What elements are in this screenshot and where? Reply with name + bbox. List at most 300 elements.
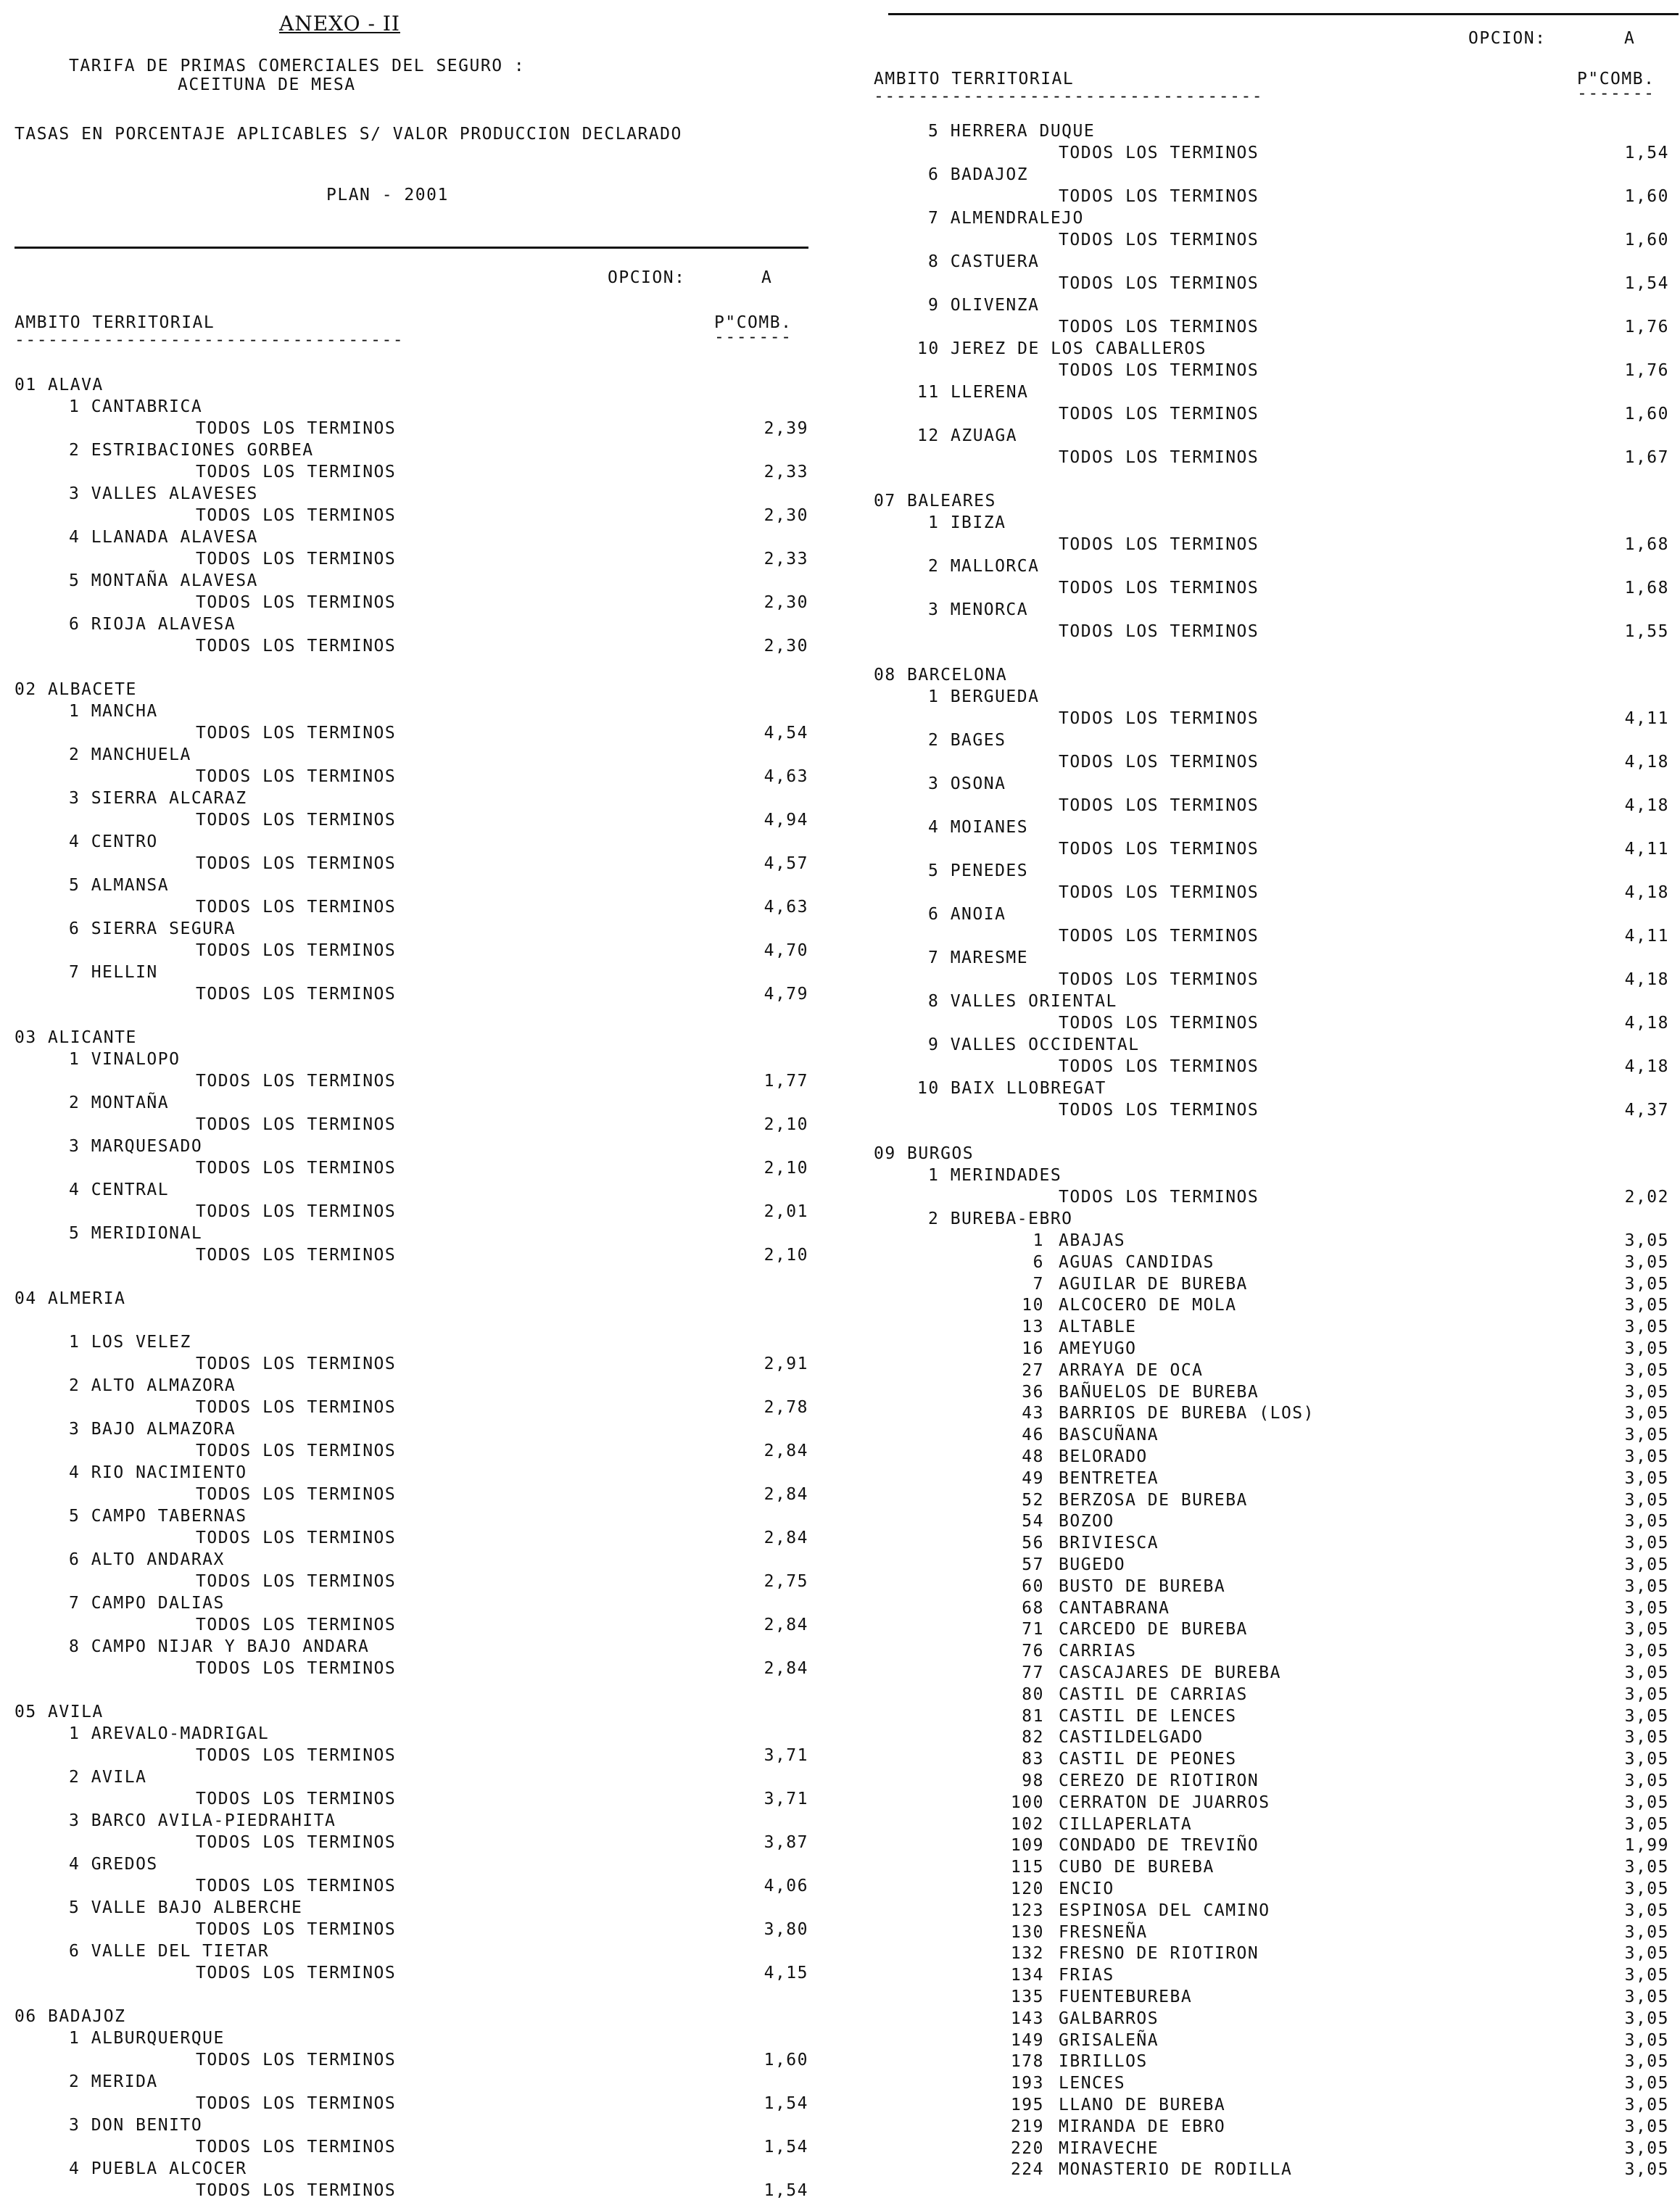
- term-label: TODOS LOS TERMINOS: [1059, 753, 1259, 772]
- comarca-name: 5 MONTAÑA ALAVESA: [69, 571, 258, 590]
- rate-value: 2,91: [764, 1355, 808, 1373]
- municipio-name: CASTIL DE CARRIAS: [1059, 1685, 1248, 1704]
- rate-value: 1,60: [764, 2051, 808, 2069]
- rate-value: 3,05: [1624, 1361, 1669, 1380]
- rate-value: 3,05: [1624, 1447, 1669, 1466]
- term-label: TODOS LOS TERMINOS: [1059, 579, 1259, 597]
- rate-value: 4,70: [764, 941, 808, 960]
- province-heading: 05 AVILA: [15, 1703, 104, 1721]
- rate-value: 3,05: [1624, 1253, 1669, 1272]
- rate-value: 3,05: [1624, 1793, 1669, 1812]
- term-label: TODOS LOS TERMINOS: [196, 1833, 397, 1852]
- municipio-code: 80: [1022, 1685, 1044, 1704]
- rate-value: 3,05: [1624, 2009, 1669, 2028]
- term-label: TODOS LOS TERMINOS: [1059, 1101, 1259, 1120]
- municipio-code: 13: [1022, 1318, 1044, 1336]
- province-heading: 03 ALICANTE: [15, 1028, 137, 1047]
- rate-value: 4,63: [764, 898, 808, 917]
- municipio-code: 219: [1010, 2117, 1044, 2136]
- rate-value: 4,18: [1624, 1014, 1669, 1033]
- rate-value: 3,05: [1624, 1642, 1669, 1661]
- municipio-code: 195: [1010, 2096, 1044, 2114]
- municipio-name: BARRIOS DE BUREBA (LOS): [1059, 1404, 1315, 1423]
- municipio-code: 46: [1022, 1426, 1044, 1444]
- comarca-name: 6 VALLE DEL TIETAR: [69, 1942, 270, 1961]
- rate-value: 1,68: [1624, 535, 1669, 554]
- term-label: TODOS LOS TERMINOS: [1059, 274, 1259, 293]
- rate-value: 2,02: [1624, 1188, 1669, 1207]
- term-label: TODOS LOS TERMINOS: [196, 2094, 397, 2113]
- rate-value: 3,05: [1624, 1339, 1669, 1358]
- rate-value: 3,05: [1624, 1685, 1669, 1704]
- term-label: TODOS LOS TERMINOS: [196, 1920, 397, 1939]
- rate-value: 4,18: [1624, 970, 1669, 989]
- rate-value: 3,05: [1624, 2117, 1669, 2136]
- comarca-name: 1 MERINDADES: [928, 1166, 1062, 1185]
- rate-value: 4,94: [764, 811, 808, 830]
- comarca-name: 2 MANCHUELA: [69, 745, 191, 764]
- rate-value: 3,05: [1624, 1728, 1669, 1747]
- municipio-code: 56: [1022, 1534, 1044, 1552]
- comarca-name: 2 MALLORCA: [928, 557, 1040, 576]
- right-top-rule: [888, 13, 1679, 15]
- comarca-name: 11 LLERENA: [917, 383, 1029, 402]
- municipio-code: 60: [1022, 1577, 1044, 1596]
- comarca-name: 5 ALMANSA: [69, 876, 170, 895]
- pcomb-header-right: P"COMB.: [1577, 70, 1655, 88]
- municipio-name: MONASTERIO DE RODILLA: [1059, 2160, 1293, 2179]
- term-label: TODOS LOS TERMINOS: [1059, 1057, 1259, 1076]
- comarca-name: 3 OSONA: [928, 774, 1006, 793]
- comarca-name: 2 MERIDA: [69, 2072, 158, 2091]
- municipio-code: 102: [1010, 1815, 1044, 1834]
- municipio-name: IBRILLOS: [1059, 2052, 1148, 2071]
- comarca-name: 4 PUEBLA ALCOCER: [69, 2159, 247, 2178]
- rate-value: 3,05: [1624, 2031, 1669, 2050]
- comarca-name: 7 CAMPO DALIAS: [69, 1594, 225, 1613]
- municipio-name: FRESNO DE RIOTIRON: [1059, 1944, 1259, 1963]
- term-label: TODOS LOS TERMINOS: [196, 2051, 397, 2069]
- rate-value: 3,05: [1624, 1944, 1669, 1963]
- municipio-name: ARRAYA DE OCA: [1059, 1361, 1204, 1380]
- rate-value: 3,05: [1624, 1231, 1669, 1250]
- municipio-code: 143: [1010, 2009, 1044, 2028]
- rate-value: 4,11: [1624, 840, 1669, 859]
- rate-value: 2,84: [764, 1659, 808, 1678]
- term-label: TODOS LOS TERMINOS: [196, 1398, 397, 1417]
- municipio-name: CANTABRANA: [1059, 1599, 1170, 1618]
- rate-value: 3,05: [1624, 2096, 1669, 2114]
- municipio-name: BASCUÑANA: [1059, 1426, 1159, 1444]
- rate-value: 3,05: [1624, 1404, 1669, 1423]
- term-label: TODOS LOS TERMINOS: [1059, 405, 1259, 423]
- term-label: TODOS LOS TERMINOS: [196, 637, 397, 656]
- term-label: TODOS LOS TERMINOS: [196, 419, 397, 438]
- rate-value: 1,68: [1624, 579, 1669, 597]
- rate-value: 3,05: [1624, 2052, 1669, 2071]
- rate-value: 3,05: [1624, 1663, 1669, 1682]
- municipio-name: FRESNEÑA: [1059, 1923, 1148, 1942]
- municipio-code: 132: [1010, 1944, 1044, 1963]
- municipio-code: 43: [1022, 1404, 1044, 1423]
- comarca-name: 6 RIOJA ALAVESA: [69, 615, 236, 634]
- municipio-name: ALTABLE: [1059, 1318, 1137, 1336]
- rate-value: 3,05: [1624, 1620, 1669, 1639]
- term-label: TODOS LOS TERMINOS: [1059, 144, 1259, 162]
- rate-value: 3,05: [1624, 1491, 1669, 1510]
- municipio-name: BOZOO: [1059, 1512, 1114, 1531]
- comarca-name: 10 JEREZ DE LOS CABALLEROS: [917, 339, 1207, 358]
- municipio-name: CASTIL DE PEONES: [1059, 1750, 1237, 1769]
- municipio-name: CARCEDO DE BUREBA: [1059, 1620, 1248, 1639]
- rate-value: 3,05: [1624, 1707, 1669, 1726]
- comarca-name: 4 MOIANES: [928, 818, 1029, 837]
- rate-value: 2,30: [764, 637, 808, 656]
- rate-value: 1,76: [1624, 318, 1669, 336]
- municipio-name: BERZOSA DE BUREBA: [1059, 1491, 1248, 1510]
- rate-value: 3,05: [1624, 1426, 1669, 1444]
- rate-value: 1,54: [764, 2094, 808, 2113]
- comarca-name: 8 CAMPO NIJAR Y BAJO ANDARA: [69, 1637, 370, 1656]
- comarca-name: 9 OLIVENZA: [928, 296, 1040, 315]
- municipio-name: LLANO DE BUREBA: [1059, 2096, 1226, 2114]
- term-label: TODOS LOS TERMINOS: [196, 854, 397, 873]
- rate-value: 1,76: [1624, 361, 1669, 380]
- municipio-name: GALBARROS: [1059, 2009, 1159, 2028]
- pcomb-underline-right: -------: [1577, 84, 1655, 103]
- municipio-code: 77: [1022, 1663, 1044, 1682]
- municipio-name: BAÑUELOS DE BUREBA: [1059, 1383, 1259, 1402]
- municipio-code: 83: [1022, 1750, 1044, 1769]
- municipio-code: 98: [1022, 1771, 1044, 1790]
- municipio-code: 120: [1010, 1879, 1044, 1898]
- municipio-code: 7: [1033, 1275, 1044, 1294]
- municipio-code: 130: [1010, 1923, 1044, 1942]
- municipio-name: BUGEDO: [1059, 1555, 1126, 1574]
- municipio-name: FRIAS: [1059, 1966, 1114, 1985]
- rate-value: 3,05: [1624, 1555, 1669, 1574]
- term-label: TODOS LOS TERMINOS: [1059, 1014, 1259, 1033]
- rate-value: 1,54: [764, 2181, 808, 2200]
- comarca-name: 10 BAIX LLOBREGAT: [917, 1079, 1106, 1098]
- rate-value: 3,05: [1624, 1966, 1669, 1985]
- ambito-underline: -----------------------------------: [15, 331, 405, 350]
- term-label: TODOS LOS TERMINOS: [196, 1159, 397, 1178]
- term-label: TODOS LOS TERMINOS: [196, 1246, 397, 1265]
- term-label: TODOS LOS TERMINOS: [1059, 535, 1259, 554]
- rate-value: 3,05: [1624, 1858, 1669, 1877]
- term-label: TODOS LOS TERMINOS: [196, 1202, 397, 1221]
- municipio-code: 109: [1010, 1836, 1044, 1855]
- rate-value: 2,33: [764, 550, 808, 568]
- term-label: TODOS LOS TERMINOS: [196, 767, 397, 786]
- rate-value: 3,05: [1624, 1988, 1669, 2006]
- rate-value: 3,05: [1624, 1879, 1669, 1898]
- comarca-name: 3 MARQUESADO: [69, 1137, 203, 1156]
- municipio-name: CUBO DE BUREBA: [1059, 1858, 1215, 1877]
- rate-value: 3,05: [1624, 1512, 1669, 1531]
- rate-value: 2,30: [764, 506, 808, 525]
- municipio-code: 49: [1022, 1469, 1044, 1488]
- title-line-1: TARIFA DE PRIMAS COMERCIALES DEL SEGURO :: [69, 57, 526, 75]
- comarca-name: 3 MENORCA: [928, 600, 1029, 619]
- rate-value: 4,18: [1624, 796, 1669, 815]
- municipio-code: 76: [1022, 1642, 1044, 1661]
- rate-value: 4,18: [1624, 1057, 1669, 1076]
- ambito-underline-right: -----------------------------------: [874, 87, 1264, 106]
- term-label: TODOS LOS TERMINOS: [196, 985, 397, 1004]
- comarca-name: 12 AZUAGA: [917, 426, 1018, 445]
- municipio-code: 220: [1010, 2139, 1044, 2158]
- municipio-code: 27: [1022, 1361, 1044, 1380]
- rate-value: 1,55: [1624, 622, 1669, 641]
- term-label: TODOS LOS TERMINOS: [1059, 1188, 1259, 1207]
- municipio-name: CONDADO DE TREVIÑO: [1059, 1836, 1259, 1855]
- municipio-name: AGUAS CANDIDAS: [1059, 1253, 1215, 1272]
- province-heading: 09 BURGOS: [874, 1144, 975, 1163]
- comarca-name: 7 HELLIN: [69, 963, 158, 982]
- comarca-name: 1 ALBURQUERQUE: [69, 2029, 225, 2048]
- municipio-code: 57: [1022, 1555, 1044, 1574]
- municipio-code: 193: [1010, 2074, 1044, 2093]
- term-label: TODOS LOS TERMINOS: [196, 1964, 397, 1982]
- comarca-name: 3 BAJO ALMAZORA: [69, 1420, 236, 1439]
- municipio-name: BRIVIESCA: [1059, 1534, 1159, 1552]
- municipio-name: ESPINOSA DEL CAMINO: [1059, 1901, 1270, 1920]
- comarca-name: 1 BERGUEDA: [928, 687, 1040, 706]
- municipio-name: CILLAPERLATA: [1059, 1815, 1193, 1834]
- municipio-name: BUSTO DE BUREBA: [1059, 1577, 1226, 1596]
- rate-value: 4,18: [1624, 753, 1669, 772]
- municipio-name: GRISALEÑA: [1059, 2031, 1159, 2050]
- rate-value: 1,77: [764, 1072, 808, 1091]
- opcion-label-right: OPCION:: [1468, 29, 1547, 48]
- rate-value: 3,05: [1624, 1296, 1669, 1315]
- rate-value: 3,05: [1624, 1771, 1669, 1790]
- municipio-code: 54: [1022, 1512, 1044, 1531]
- comarca-name: 5 MERIDIONAL: [69, 1224, 203, 1243]
- term-label: TODOS LOS TERMINOS: [196, 724, 397, 743]
- ambito-header-right: AMBITO TERRITORIAL: [874, 70, 1075, 88]
- municipio-code: 82: [1022, 1728, 1044, 1747]
- header-rule: [15, 247, 808, 249]
- municipio-name: BELORADO: [1059, 1447, 1148, 1466]
- annex-title: ANEXO - II: [279, 12, 400, 36]
- rate-value: 2,30: [764, 593, 808, 612]
- comarca-name: 2 BAGES: [928, 731, 1006, 750]
- term-label: TODOS LOS TERMINOS: [1059, 318, 1259, 336]
- pcomb-header: P"COMB.: [714, 313, 793, 332]
- comarca-name: 7 ALMENDRALEJO: [928, 209, 1084, 228]
- rate-value: 3,05: [1624, 1815, 1669, 1834]
- rate-value: 4,11: [1624, 927, 1669, 946]
- rate-value: 4,79: [764, 985, 808, 1004]
- comarca-name: 1 VINALOPO: [69, 1050, 181, 1069]
- municipio-name: CEREZO DE RIOTIRON: [1059, 1771, 1259, 1790]
- rate-value: 3,05: [1624, 1383, 1669, 1402]
- rate-value: 4,57: [764, 854, 808, 873]
- rate-value: 2,78: [764, 1398, 808, 1417]
- municipio-code: 149: [1010, 2031, 1044, 2050]
- term-label: TODOS LOS TERMINOS: [196, 1355, 397, 1373]
- rate-value: 3,05: [1624, 1469, 1669, 1488]
- comarca-name: 2 BUREBA-EBRO: [928, 1209, 1073, 1228]
- municipio-name: CERRATON DE JUARROS: [1059, 1793, 1270, 1812]
- municipio-name: CASTIL DE LENCES: [1059, 1707, 1237, 1726]
- rate-value: 1,99: [1624, 1836, 1669, 1855]
- municipio-name: AGUILAR DE BUREBA: [1059, 1275, 1248, 1294]
- municipio-name: CARRIAS: [1059, 1642, 1137, 1661]
- comarca-name: 4 LLANADA ALAVESA: [69, 528, 258, 547]
- municipio-name: BENTRETEA: [1059, 1469, 1159, 1488]
- rate-value: 3,05: [1624, 1577, 1669, 1596]
- rate-value: 4,63: [764, 767, 808, 786]
- rate-value: 3,87: [764, 1833, 808, 1852]
- province-heading: 01 ALAVA: [15, 376, 104, 394]
- term-label: TODOS LOS TERMINOS: [196, 1115, 397, 1134]
- rate-value: 1,67: [1624, 448, 1669, 467]
- rate-value: 2,84: [764, 1529, 808, 1547]
- comarca-name: 3 SIERRA ALCARAZ: [69, 789, 247, 808]
- rate-value: 2,84: [764, 1616, 808, 1634]
- comarca-name: 6 BADAJOZ: [928, 165, 1029, 184]
- term-label: TODOS LOS TERMINOS: [1059, 231, 1259, 249]
- term-label: TODOS LOS TERMINOS: [196, 593, 397, 612]
- opcion-label: OPCION:: [608, 268, 686, 287]
- comarca-name: 2 AVILA: [69, 1768, 147, 1787]
- comarca-name: 5 HERRERA DUQUE: [928, 122, 1096, 141]
- subtitle: TASAS EN PORCENTAJE APLICABLES S/ VALOR PRODUCCION DECLARADO: [15, 125, 682, 144]
- term-label: TODOS LOS TERMINOS: [196, 2181, 397, 2200]
- municipio-code: 71: [1022, 1620, 1044, 1639]
- term-label: TODOS LOS TERMINOS: [196, 1877, 397, 1895]
- province-heading: 02 ALBACETE: [15, 680, 137, 699]
- rate-value: 3,05: [1624, 1275, 1669, 1294]
- plan-label: PLAN - 2001: [326, 186, 449, 204]
- rate-value: 3,05: [1624, 1318, 1669, 1336]
- municipio-code: 135: [1010, 1988, 1044, 2006]
- term-label: TODOS LOS TERMINOS: [196, 1442, 397, 1460]
- comarca-name: 6 ALTO ANDARAX: [69, 1550, 225, 1569]
- municipio-name: LENCES: [1059, 2074, 1126, 2093]
- comarca-name: 3 VALLES ALAVESES: [69, 484, 258, 503]
- rate-value: 2,01: [764, 1202, 808, 1221]
- term-label: TODOS LOS TERMINOS: [196, 1616, 397, 1634]
- comarca-name: 8 CASTUERA: [928, 252, 1040, 271]
- rate-value: 4,11: [1624, 709, 1669, 728]
- comarca-name: 2 ESTRIBACIONES GORBEA: [69, 441, 314, 460]
- term-label: TODOS LOS TERMINOS: [1059, 970, 1259, 989]
- opcion-value: A: [761, 268, 773, 287]
- term-label: TODOS LOS TERMINOS: [196, 1746, 397, 1765]
- rate-value: 1,60: [1624, 187, 1669, 206]
- title-line-2: ACEITUNA DE MESA: [178, 75, 356, 94]
- municipio-name: FUENTEBUREBA: [1059, 1988, 1193, 2006]
- comarca-name: 4 RIO NACIMIENTO: [69, 1463, 247, 1482]
- municipio-code: 16: [1022, 1339, 1044, 1358]
- term-label: TODOS LOS TERMINOS: [196, 506, 397, 525]
- municipio-code: 115: [1010, 1858, 1044, 1877]
- term-label: TODOS LOS TERMINOS: [196, 811, 397, 830]
- term-label: TODOS LOS TERMINOS: [1059, 709, 1259, 728]
- municipio-name: ENCIO: [1059, 1879, 1114, 1898]
- rate-value: 1,60: [1624, 405, 1669, 423]
- province-heading: 06 BADAJOZ: [15, 2007, 126, 2026]
- opcion-value-right: A: [1624, 29, 1636, 48]
- rate-value: 1,54: [1624, 144, 1669, 162]
- rate-value: 3,05: [1624, 1599, 1669, 1618]
- comarca-name: 7 MARESME: [928, 948, 1029, 967]
- municipio-code: 52: [1022, 1491, 1044, 1510]
- municipio-code: 10: [1022, 1296, 1044, 1315]
- term-label: TODOS LOS TERMINOS: [1059, 361, 1259, 380]
- comarca-name: 2 MONTAÑA: [69, 1093, 170, 1112]
- municipio-name: AMEYUGO: [1059, 1339, 1137, 1358]
- comarca-name: 1 AREVALO-MADRIGAL: [69, 1724, 270, 1743]
- comarca-name: 1 LOS VELEZ: [69, 1333, 191, 1352]
- rate-value: 2,33: [764, 463, 808, 481]
- municipio-name: ALCOCERO DE MOLA: [1059, 1296, 1237, 1315]
- comarca-name: 6 SIERRA SEGURA: [69, 919, 236, 938]
- term-label: TODOS LOS TERMINOS: [1059, 448, 1259, 467]
- term-label: TODOS LOS TERMINOS: [196, 550, 397, 568]
- comarca-name: 8 VALLES ORIENTAL: [928, 992, 1117, 1011]
- rate-value: 3,71: [764, 1746, 808, 1765]
- municipio-code: 81: [1022, 1707, 1044, 1726]
- comarca-name: 3 BARCO AVILA-PIEDRAHITA: [69, 1811, 336, 1830]
- comarca-name: 5 CAMPO TABERNAS: [69, 1507, 247, 1526]
- comarca-name: 1 CANTABRICA: [69, 397, 203, 416]
- municipio-name: CASTILDELGADO: [1059, 1728, 1204, 1747]
- term-label: TODOS LOS TERMINOS: [196, 1072, 397, 1091]
- rate-value: 2,84: [764, 1485, 808, 1504]
- term-label: TODOS LOS TERMINOS: [1059, 840, 1259, 859]
- comarca-name: 3 DON BENITO: [69, 2116, 203, 2135]
- term-label: TODOS LOS TERMINOS: [196, 898, 397, 917]
- term-label: TODOS LOS TERMINOS: [1059, 927, 1259, 946]
- municipio-code: 134: [1010, 1966, 1044, 1985]
- rate-value: 3,05: [1624, 1534, 1669, 1552]
- comarca-name: 9 VALLES OCCIDENTAL: [928, 1035, 1140, 1054]
- municipio-code: 224: [1010, 2160, 1044, 2179]
- rate-value: 3,05: [1624, 2139, 1669, 2158]
- comarca-name: 1 IBIZA: [928, 513, 1006, 532]
- province-heading: 07 BALEARES: [874, 492, 996, 510]
- rate-value: 4,37: [1624, 1101, 1669, 1120]
- municipio-code: 36: [1022, 1383, 1044, 1402]
- term-label: TODOS LOS TERMINOS: [1059, 883, 1259, 902]
- rate-value: 2,75: [764, 1572, 808, 1591]
- term-label: TODOS LOS TERMINOS: [1059, 187, 1259, 206]
- rate-value: 4,54: [764, 724, 808, 743]
- rate-value: 2,84: [764, 1442, 808, 1460]
- rate-value: 4,15: [764, 1964, 808, 1982]
- rate-value: 3,05: [1624, 1901, 1669, 1920]
- municipio-code: 6: [1033, 1253, 1044, 1272]
- pcomb-underline: -------: [714, 328, 793, 347]
- rate-value: 3,05: [1624, 1923, 1669, 1942]
- municipio-code: 178: [1010, 2052, 1044, 2071]
- term-label: TODOS LOS TERMINOS: [1059, 796, 1259, 815]
- ambito-header: AMBITO TERRITORIAL: [15, 313, 215, 332]
- rate-value: 2,10: [764, 1159, 808, 1178]
- municipio-code: 48: [1022, 1447, 1044, 1466]
- municipio-code: 123: [1010, 1901, 1044, 1920]
- rate-value: 1,60: [1624, 231, 1669, 249]
- comarca-name: 4 CENTRO: [69, 832, 158, 851]
- municipio-name: ABAJAS: [1059, 1231, 1126, 1250]
- comarca-name: 5 PENEDES: [928, 861, 1029, 880]
